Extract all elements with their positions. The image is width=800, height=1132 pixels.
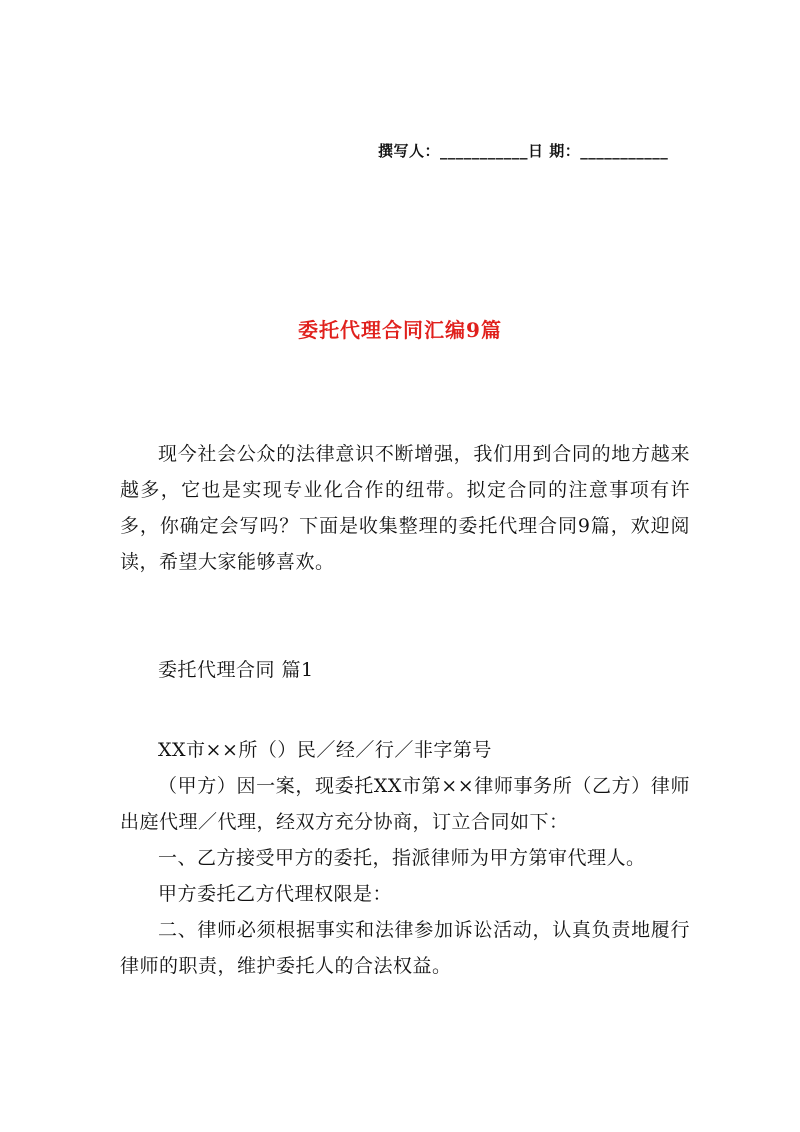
contract-paragraph: 二、律师必须根据事实和法律参加诉讼活动，认真负责地履行律师的职责，维护委托人的合法权益。 xyxy=(120,919,690,977)
contract-paragraph: 一、乙方接受甲方的委托，指派律师为甲方第审代理人。 xyxy=(158,847,646,869)
intro-paragraph xyxy=(120,436,690,580)
intro-text: 现今社会公众的法律意识不断增强，我们用到合同的地方越来越多，它也是实现专业化合作的纽带。拟定合同的注意事项有许多，你确定会写吗？下面是收集整理的委托代理合同9篇，欢迎阅读，希望大家能够喜欢。 xyxy=(120,443,690,573)
section-heading-text: 委托代理合同 篇1 xyxy=(158,659,314,681)
author-date-line: 撰写人：___________日 期：___________ xyxy=(378,142,669,160)
contract-paragraph: 甲方委托乙方代理权限是： xyxy=(158,883,393,905)
section-heading xyxy=(120,652,690,688)
contract-paragraph: （甲方）因一案，现委托XX市第××律师事务所（乙方）律师出庭代理／代理，经双方充分协商，订立合同如下： xyxy=(120,775,690,833)
contract-body xyxy=(120,732,690,984)
document-title: 委托代理合同汇编9篇 xyxy=(298,318,502,342)
contract-paragraph: XX市××所（）民／经／行／非字第号 xyxy=(158,739,492,761)
